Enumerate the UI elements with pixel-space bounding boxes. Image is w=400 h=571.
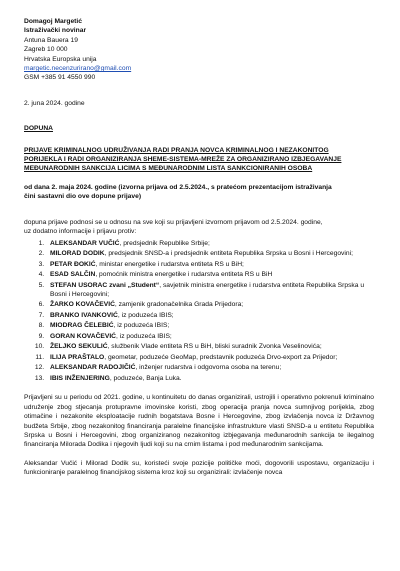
list-item (46, 270, 374, 279)
sender-role: Istraživački novinar (24, 27, 87, 35)
reference-note (24, 183, 374, 202)
person-description: , iz poduzeća IBIS; (116, 332, 172, 340)
sender-phone: GSM +385 91 4550 990 (24, 74, 96, 82)
person-description: , službenik Vlade entiteta RS u BiH, bliski suradnik Zvonka Veselinovića; (107, 343, 322, 351)
document-date: 2. juna 2024. godine (24, 99, 85, 107)
list-item (46, 281, 374, 300)
sender-block (24, 17, 374, 83)
person-name: STEFAN USORAC zvani „Student“ (50, 281, 160, 289)
list-item (46, 300, 374, 309)
sender-street: Antuna Bauera 19 (24, 36, 78, 44)
person-description: , pomoćnik ministra energetike i rudarstva entiteta RS u BiH (95, 271, 273, 278)
person-description: , iz poduzeća IBIS; (113, 322, 170, 330)
intro-line: dopuna prijave podnosi se u odnosu na sve koji su prijavljeni izvornom prijavom od 2.5.2024. godine, (24, 218, 323, 226)
person-name: ESAD SALČIN (50, 271, 96, 278)
sender-email-link[interactable]: margetic.necenzurirano@gmail.com (24, 65, 132, 73)
person-name: ŽELJKO SEKULIĆ (50, 343, 108, 351)
list-item (46, 363, 374, 372)
list-item (46, 311, 374, 320)
accused-persons-list (24, 239, 374, 384)
person-name: ALEKSANDAR VUČIĆ (50, 239, 120, 247)
subject-heading (24, 146, 374, 174)
body-paragraph: Prijavljeni su u periodu od 2021. godine, u kontinuitetu do danas organizirali, ustrojili i operativno pokrenuli kriminalno udruženje zbog stjecanja protupravne imovinske koristi, zbog operacija pranja novca sumnjivog porijekla, zbog otimačine i nezakonite eksploatacije rudnih bogatstava Bosne i Hercegovine, zbog izvlačenja novca iz Državnog budžeta Srbije, zbog nezakonitog financiranja paralelne financijske infrastrukture vlasti SNSD-a u entitetu Republika Srpska u Bosni i Hercegovini, zbog organiziranog nezakonitog izbjegavanja međunarodnih sankcija te ilegalnog financiranja Milorada Dodika i njegovih ljudi koji su na crnim listama i pod međunarodnim sankcijama. (24, 394, 374, 449)
sender-city: Zagreb 10 000 (24, 46, 68, 54)
reference-note-line: čini sastavni dio ove dopune prijave) (24, 193, 142, 201)
person-name: ILIJA PRAŠTALO (50, 353, 105, 361)
intro-text (24, 218, 374, 237)
person-name: GORAN KOVAČEVIĆ (50, 332, 117, 340)
sender-country: Hrvatska Europska unija (24, 55, 97, 63)
person-description: , iz poduzeća IBIS; (117, 311, 174, 319)
person-name: PETAR ĐOKIĆ (50, 260, 96, 268)
person-description: , geometar, poduzeće GeoMap, predstavnik poduzeća Drvo-export za Prijedor; (104, 353, 338, 361)
person-description: , ministar energetike i rudarstva entiteta RS u BiH; (95, 260, 244, 268)
subject-line: PRIJAVE KRIMINALNOG UDRUŽIVANJA RADI PRANJA NOVCA KRIMINALNOG I NEZAKONITOG (24, 146, 329, 154)
reference-note-line: od dana 2. maja 2024. godine (izvorna prijava od 2.5.2024., s pratećom prezentacijom istraživanja (24, 183, 332, 191)
person-description: , predsjednik Republike Srbije; (119, 239, 210, 247)
person-description: , poduzeće, Banja Luka. (109, 374, 182, 382)
person-description: , zamjenik gradonačelnika Grada Prijedora; (114, 301, 244, 309)
list-item (46, 260, 374, 269)
list-item (46, 342, 374, 351)
person-name: BRANKO IVANKOVIĆ (50, 311, 118, 319)
person-name: MIODRAG ČELEBIĆ (50, 322, 114, 330)
list-item (46, 249, 374, 258)
list-item (46, 374, 374, 383)
intro-line: uz dodatno informacije i prijavu protiv: (24, 228, 137, 236)
body-paragraph: Aleksandar Vučić i Milorad Dodik su, koristeći svoje pozicije političke moći, dogovorili uspostavu, organizaciju i funkcioniranje paralelnog financijskog sistema kroz koji su organizirali: izvlačenje novca (24, 459, 374, 477)
person-name: IBIS INŽENJERING (50, 374, 110, 382)
list-item (46, 321, 374, 330)
list-item (46, 353, 374, 362)
person-description: , savjetnik ministra energetike i rudarstva entiteta Republika Srpska u Bosni i Hercegovini; (50, 281, 365, 298)
subject-line: PORIJEKLA I RADI ORGANIZIRANJA SHEME-SISTEMA-MREŽE ZA ORGANIZIRANO IZBJEGAVANJE (24, 156, 342, 164)
person-name: ŽARKO KOVAČEVIĆ (50, 301, 115, 309)
person-name: ALEKSANDAR RADOJIČIĆ (50, 364, 136, 372)
person-description: , predsjednik SNSD-a i predsjednik entiteta Republika Srpska u Bosni i Hercegovini; (104, 250, 353, 257)
list-item (46, 239, 374, 248)
list-item (46, 332, 374, 341)
sender-name: Domagoj Margetić (24, 18, 82, 25)
person-description: , inženjer rudarstva i odgovorna osoba na terenu; (135, 364, 282, 372)
subject-line: MEĐUNARODNIH SANKCIJA LICIMA S MEĐUNARODNIM LISTA SANKCIONIRANIH OSOBA (24, 165, 313, 173)
person-name: MILORAD DODIK (50, 250, 105, 257)
document-title: DOPUNA (24, 125, 53, 133)
